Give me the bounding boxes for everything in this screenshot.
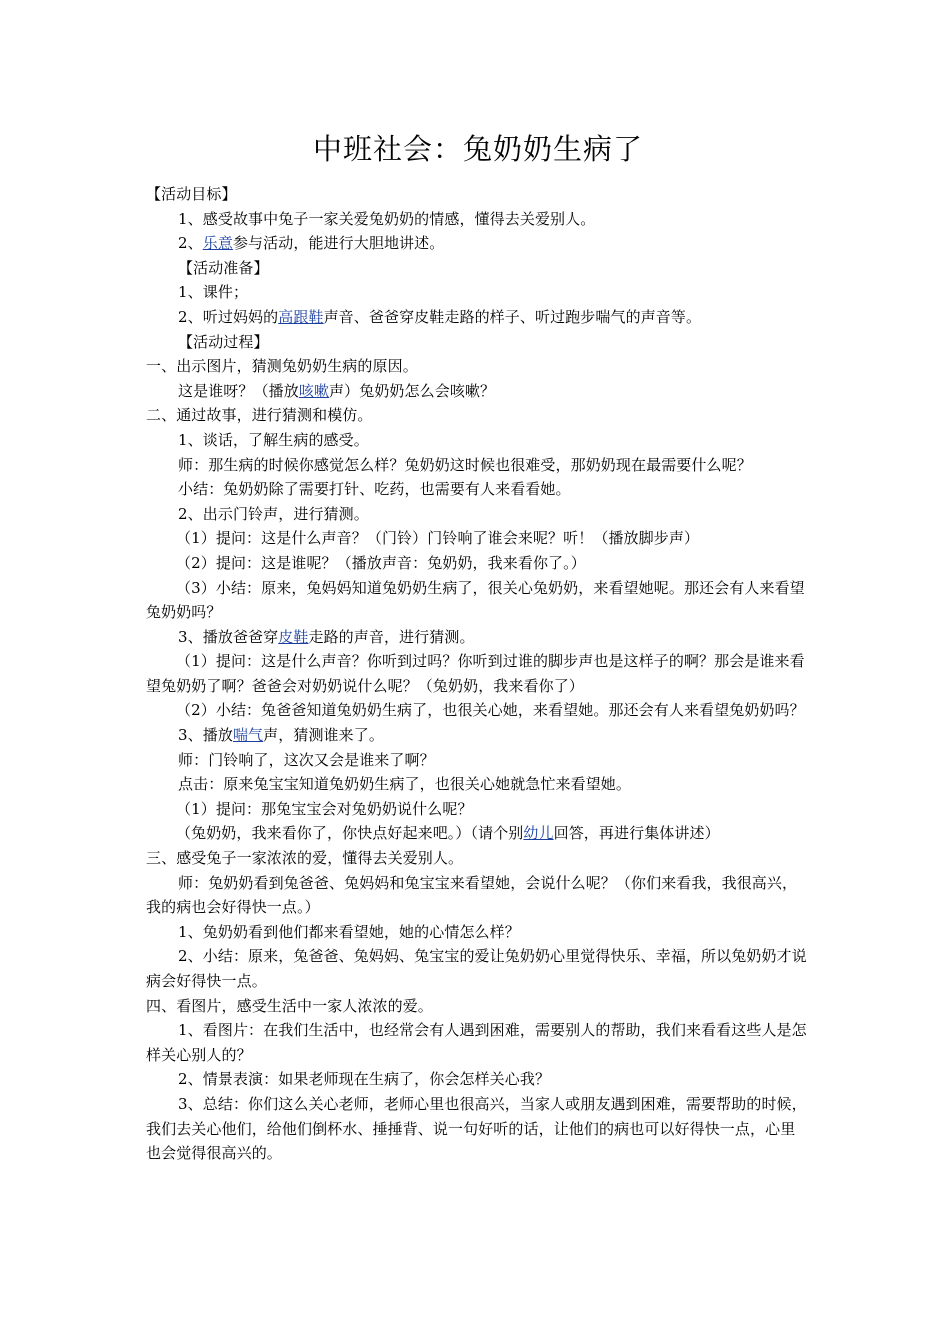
paragraph-text: 师：门铃响了，这次又会是谁来了啊？ (178, 750, 435, 769)
paragraph (146, 551, 810, 576)
paragraph-text: 2、 (178, 234, 203, 253)
paragraph-text: 回答，再进行集体讲述） (553, 824, 720, 843)
paragraph (146, 994, 810, 1019)
paragraph-text: （1）提问：那兔宝宝会对兔奶奶说什么呢？ (176, 799, 473, 818)
paragraph-text: 参与活动，能进行大胆地讲述。 (232, 234, 445, 253)
paragraph-text: 2、小结：原来，兔爸爸、兔妈妈、兔宝宝的爱让兔奶奶心里觉得快乐、幸福，所以兔奶奶才说病会好得快一点。 (146, 947, 807, 990)
paragraph (146, 526, 810, 551)
paragraph-text: （2）提问：这是谁呢？（播放声音：兔奶奶，我来看你了。） (176, 553, 586, 572)
hyperlink[interactable]: 乐意 (202, 234, 233, 253)
paragraph (146, 920, 810, 945)
paragraph-text: 3、总结：你们这么关心老师，老师心里也很高兴，当家人或朋友遇到困难，需要帮助的时候，我们去关心他们，给他们倒杯水、捶捶背、说一句好听的话，让他们的病也可以好得快一点，心里也会觉得很高兴的。 (146, 1094, 807, 1163)
paragraph (146, 207, 810, 232)
hyperlink[interactable]: 咳嗽 (298, 381, 330, 400)
paragraph-text: 3、播放爸爸穿 (178, 627, 279, 646)
paragraph-text: （3）小结：原来，兔妈妈知道兔奶奶生病了，很关心兔奶奶，来看望她呢。那还会有人来看望兔奶奶吗？ (146, 578, 805, 622)
hyperlink[interactable]: 高跟鞋 (278, 307, 324, 326)
document-page (146, 128, 810, 1166)
paragraph (146, 625, 810, 650)
paragraph (146, 1018, 810, 1067)
paragraph (146, 403, 810, 428)
paragraph-text: 点击：原来兔宝宝知道兔奶奶生病了，也很关心她就急忙来看望她。 (178, 775, 632, 794)
paragraph (146, 379, 810, 404)
paragraph (146, 846, 810, 871)
paragraph (146, 182, 810, 207)
paragraph-text: 声，猜测谁来了。 (263, 726, 384, 745)
paragraph-text: （1）提问：这是什么声音？你听到过吗？你听到过谁的脚步声也是这样子的啊？那会是谁来看望兔奶奶了啊？爸爸会对奶奶说什么呢？（兔奶奶，我来看你了） (146, 652, 805, 695)
paragraph-text: 【活动目标】 (146, 185, 237, 203)
paragraph (146, 748, 810, 773)
paragraph-text: 2、情景表演：如果老师现在生病了，你会怎样关心我？ (178, 1070, 551, 1089)
paragraph-text: 二、通过故事，进行猜测和模仿。 (146, 406, 373, 425)
paragraph-text: 【活动准备】 (178, 258, 269, 277)
paragraph-text: 3、播放 (178, 726, 233, 745)
paragraph-text: 一、出示图片，猜测兔奶奶生病的原因。 (146, 357, 418, 376)
paragraph (146, 944, 810, 993)
paragraph (146, 502, 810, 527)
paragraph (146, 305, 810, 330)
paragraph-text: 师：兔奶奶看到兔爸爸、兔妈妈和兔宝宝来看望她，会说什么呢？（你们来看我，我很高兴，我的病也会好得快一点。） (146, 873, 798, 917)
paragraph (146, 649, 810, 698)
paragraph-text: 声）兔奶奶怎么会咳嗽？ (329, 381, 496, 400)
paragraph (146, 1067, 810, 1092)
paragraph-text: 1、课件； (178, 283, 249, 302)
document-title: 中班社会：兔奶奶生病了 (312, 132, 643, 166)
paragraph (146, 1092, 810, 1166)
paragraph (146, 477, 810, 502)
paragraph-text: 1、兔奶奶看到他们都来看望她，她的心情怎么样？ (178, 922, 520, 941)
paragraph-text: （兔奶奶，我来看你了，你快点好起来吧。）（请个别 (176, 824, 524, 843)
paragraph (146, 256, 810, 281)
hyperlink[interactable]: 喘气 (232, 726, 264, 745)
paragraph (146, 698, 810, 723)
paragraph-text: 四、看图片，感受生活中一家人浓浓的爱。 (146, 996, 433, 1015)
paragraph-text: 1、看图片：在我们生活中，也经常会有人遇到困难，需要别人的帮助，我们来看看这些人是怎样关心别人的？ (146, 1021, 807, 1064)
paragraph (146, 428, 810, 453)
paragraph-text: 师：那生病的时候你感觉怎么样？兔奶奶这时候也很难受，那奶奶现在最需要什么呢？ (178, 455, 752, 474)
paragraph (146, 231, 810, 256)
paragraph-text: （1）提问：这是什么声音？（门铃）门铃响了谁会来呢？听！（播放脚步声） (176, 529, 700, 548)
paragraph (146, 576, 810, 625)
paragraph (146, 772, 810, 797)
paragraph-text: 声音、爸爸穿皮鞋走路的样子、听过跑步喘气的声音等。 (323, 307, 702, 326)
hyperlink[interactable]: 幼儿 (523, 824, 554, 843)
paragraph-text: 三、感受兔子一家浓浓的爱，懂得去关爱别人。 (146, 849, 464, 868)
paragraph-text: 1、感受故事中兔子一家关爱兔奶奶的情感，懂得去关爱别人。 (178, 209, 596, 228)
paragraph (146, 871, 810, 920)
paragraph-text: 2、出示门铃声，进行猜测。 (178, 504, 369, 523)
paragraph (146, 797, 810, 822)
hyperlink[interactable]: 皮鞋 (278, 627, 309, 646)
paragraph (146, 354, 810, 379)
paragraph-text: 小结：兔奶奶除了需要打针、吃药，也需要有人来看看她。 (178, 480, 571, 499)
paragraph-text: 1、谈话，了解生病的感受。 (178, 430, 369, 449)
paragraph (146, 453, 810, 478)
paragraph (146, 723, 810, 748)
paragraph-text: 走路的声音，进行猜测。 (308, 627, 475, 646)
paragraph-text: （2）小结：兔爸爸知道兔奶奶生病了，也很关心她，来看望她。那还会有人来看望兔奶奶吗？ (176, 701, 805, 720)
document-body (146, 182, 810, 1166)
paragraph (146, 280, 810, 305)
paragraph-text: 这是谁呀？（播放 (178, 381, 299, 400)
paragraph (146, 821, 810, 846)
paragraph (146, 330, 810, 355)
paragraph-text: 2、听过妈妈的 (178, 307, 279, 326)
paragraph-text: 【活动过程】 (178, 332, 269, 351)
